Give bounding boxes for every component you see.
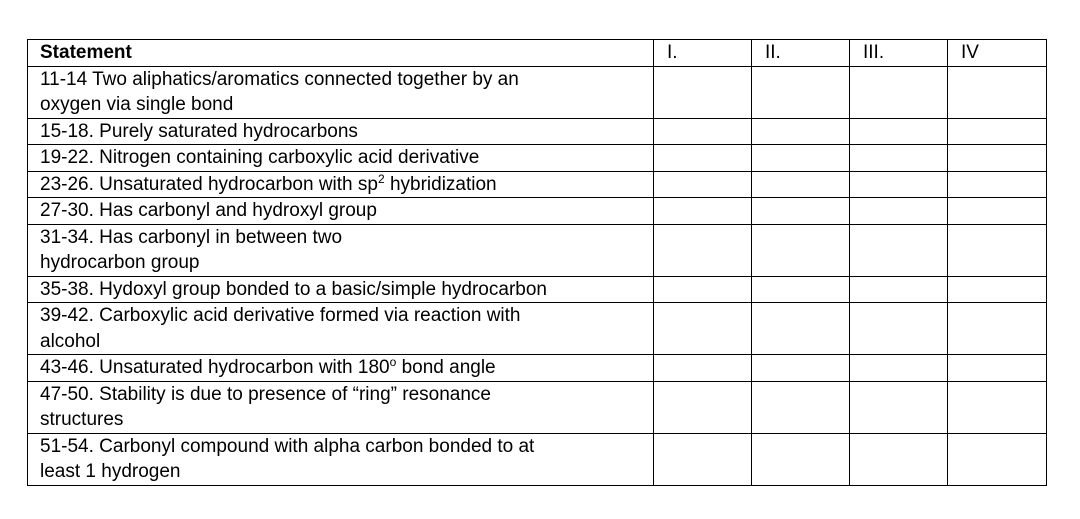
statement-text: 15-18. Purely saturated hydrocarbons: [40, 120, 358, 142]
table-row: [28, 433, 1047, 485]
statement-cell: [28, 276, 654, 303]
statement-text: 47-50. Stability is due to presence of “ring” resonance: [40, 383, 491, 405]
statement-cell: [28, 224, 654, 276]
statement-text: 51-54. Carbonyl compound with alpha carbon bonded to at: [40, 435, 535, 457]
answer-cell-i[interactable]: [654, 118, 752, 145]
answer-cell-ii[interactable]: [752, 381, 850, 433]
answer-cell-ii[interactable]: [752, 303, 850, 355]
table-row: [28, 198, 1047, 225]
answer-cell-iv[interactable]: [948, 303, 1047, 355]
answer-cell-iii[interactable]: [850, 171, 948, 198]
table-row: [28, 381, 1047, 433]
table-row: [28, 224, 1047, 276]
answer-cell-iii[interactable]: [850, 66, 948, 118]
answer-cell-i[interactable]: [654, 303, 752, 355]
answer-cell-iv[interactable]: [948, 171, 1047, 198]
statement-header: Statement: [28, 40, 654, 67]
answer-cell-iii[interactable]: [850, 381, 948, 433]
answer-cell-iii[interactable]: [850, 433, 948, 485]
table-row: [28, 355, 1047, 382]
answer-cell-i[interactable]: [654, 66, 752, 118]
answer-cell-iii[interactable]: [850, 145, 948, 172]
statement-text: 31-34. Has carbonyl in between two: [40, 226, 343, 248]
statement-cell: [28, 433, 654, 485]
table-row: [28, 145, 1047, 172]
statement-text: 43-46. Unsaturated hydrocarbon with 180: [40, 357, 390, 378]
answer-cell-iii[interactable]: [850, 118, 948, 145]
column-header-iv: IV: [948, 40, 1047, 67]
header-row: [28, 40, 1047, 67]
answer-cell-i[interactable]: [654, 145, 752, 172]
answer-cell-iv[interactable]: [948, 198, 1047, 225]
answer-cell-iii[interactable]: [850, 355, 948, 382]
answer-cell-iv[interactable]: [948, 433, 1047, 485]
answer-cell-iii[interactable]: [850, 303, 948, 355]
statement-cell: [28, 145, 654, 172]
answer-cell-iv[interactable]: [948, 276, 1047, 303]
statement-cell: [28, 198, 654, 225]
table-row: [28, 171, 1047, 198]
table-row: [28, 66, 1047, 118]
statement-cell: [28, 355, 654, 382]
answer-cell-ii[interactable]: [752, 171, 850, 198]
table-row: [28, 276, 1047, 303]
statement-text: alcohol: [40, 330, 101, 352]
answer-cell-i[interactable]: [654, 171, 752, 198]
answer-cell-iii[interactable]: [850, 198, 948, 225]
answer-cell-i[interactable]: [654, 224, 752, 276]
answer-cell-ii[interactable]: [752, 224, 850, 276]
answer-cell-iv[interactable]: [948, 118, 1047, 145]
statement-text: 23-26. Unsaturated hydrocarbon with sp: [40, 173, 378, 195]
answer-cell-i[interactable]: [654, 198, 752, 225]
answer-cell-iii[interactable]: [850, 276, 948, 303]
answer-cell-ii[interactable]: [752, 118, 850, 145]
statement-text: 19-22. Nitrogen containing carboxylic acid derivative: [40, 147, 480, 168]
column-header-iii: III.: [850, 40, 948, 67]
statement-cell: [28, 381, 654, 433]
answer-cell-ii[interactable]: [752, 355, 850, 382]
statement-text: 39-42. Carboxylic acid derivative formed via reaction with: [40, 305, 521, 326]
statement-text: bond angle: [396, 357, 496, 378]
statement-text: oxygen via single bond: [40, 94, 234, 115]
statement-cell: [28, 171, 654, 198]
column-header-ii: II.: [752, 40, 850, 67]
answer-cell-i[interactable]: [654, 355, 752, 382]
table-row: [28, 118, 1047, 145]
answer-cell-iv[interactable]: [948, 145, 1047, 172]
statement-cell: [28, 66, 654, 118]
statement-text: structures: [40, 409, 124, 430]
statement-text: least 1 hydrogen: [40, 461, 181, 482]
answer-cell-ii[interactable]: [752, 198, 850, 225]
superscript: o: [389, 355, 397, 369]
answer-cell-iii[interactable]: [850, 224, 948, 276]
superscript: 2: [377, 171, 385, 186]
answer-cell-ii[interactable]: [752, 66, 850, 118]
statement-text: hydrocarbon group: [40, 252, 200, 273]
statement-text: 27-30. Has carbonyl and hydroxyl group: [40, 200, 377, 221]
statement-text: 35-38. Hydoxyl group bonded to a basic/simple hydrocarbon: [40, 278, 547, 300]
statement-text: 11-14 Two aliphatics/aromatics connected together by an: [40, 68, 519, 90]
answer-cell-i[interactable]: [654, 276, 752, 303]
answer-cell-ii[interactable]: [752, 145, 850, 172]
statement-table-container: [27, 39, 1047, 486]
answer-cell-ii[interactable]: [752, 433, 850, 485]
answer-cell-ii[interactable]: [752, 276, 850, 303]
answer-cell-i[interactable]: [654, 433, 752, 485]
statement-table: [27, 39, 1047, 486]
table-row: [28, 303, 1047, 355]
statement-cell: [28, 303, 654, 355]
answer-cell-iv[interactable]: [948, 66, 1047, 118]
answer-cell-iv[interactable]: [948, 224, 1047, 276]
answer-cell-i[interactable]: [654, 381, 752, 433]
statement-cell: [28, 118, 654, 145]
answer-cell-iv[interactable]: [948, 381, 1047, 433]
statement-text: hybridization: [384, 173, 497, 195]
column-header-i: I.: [654, 40, 752, 67]
answer-cell-iv[interactable]: [948, 355, 1047, 382]
